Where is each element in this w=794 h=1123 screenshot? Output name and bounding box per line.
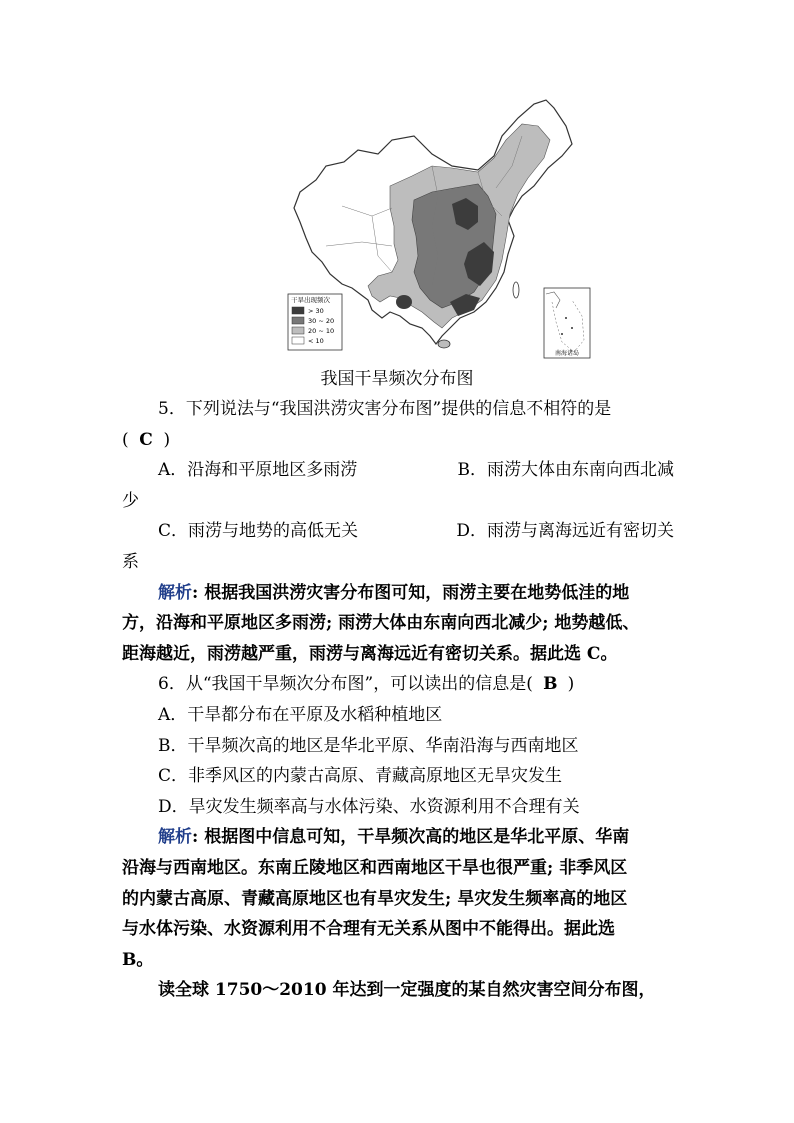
q5-option-d-cont: 系	[122, 551, 139, 572]
south-china-sea-inset	[544, 288, 590, 358]
q6-analysis-line3: 的内蒙古高原、青藏高原地区也有旱灾发生; 旱灾发生频率高的地区	[122, 888, 628, 909]
drought-frequency-map	[282, 96, 594, 362]
map-legend	[288, 294, 342, 350]
q5-stem: 5．下列说法与“我国洪涝灾害分布图”提供的信息不相符的是	[158, 399, 612, 419]
q5-option-c: C．雨涝与地势的高低无关	[158, 521, 359, 542]
q5-option-a: A．沿海和平原地区多雨涝	[158, 460, 358, 481]
q6-stem-text: 6．从“我国干旱频次分布图”，可以读出的信息是(	[158, 674, 533, 695]
legend-label-3: 20 ~ 10	[308, 327, 335, 335]
china-map-illustration	[282, 96, 594, 362]
legend-label-4: < 10	[308, 337, 324, 345]
q5-analysis-text1: : 根据我国洪涝灾害分布图可知，雨涝主要在地势低洼的地	[192, 582, 630, 603]
legend-label-2: 30 ~ 20	[308, 317, 335, 325]
q5-answer-close: )	[163, 429, 171, 450]
q6-stem-close: )	[567, 674, 575, 695]
legend-swatch-3	[292, 327, 304, 334]
q6-option-b: B．干旱频次高的地区是华北平原、华南沿海与西南地区	[158, 735, 579, 756]
q6-analysis-line1	[122, 822, 674, 853]
q6-option-c: C．非季风区的内蒙古高原、青藏高原地区无旱灾发生	[158, 766, 563, 787]
next-question-intro: 读全球 1750～2010 年达到一定强度的某自然灾害空间分布图，	[158, 980, 656, 1001]
q6-analysis-line4: 与水体污染、水资源利用不合理有无关系从图中不能得出。据此选	[122, 919, 615, 940]
question-content	[122, 394, 674, 1006]
q6-option-d: D．旱灾发生频率高与水体污染、水资源利用不合理有关	[158, 796, 580, 817]
q6-option-a: A．干旱都分布在平原及水稻种植地区	[158, 704, 443, 725]
taiwan-island	[513, 282, 519, 298]
q6-analysis-label: 解析	[158, 827, 192, 848]
q5-analysis-line1	[122, 578, 674, 609]
q5-analysis-label: 解析	[158, 582, 192, 603]
hainan-island	[438, 340, 450, 348]
q6-answer: B	[543, 674, 558, 695]
q5-options-cd	[122, 516, 674, 547]
q6-analysis-line5: B。	[122, 949, 154, 970]
inset-label: 南海诸岛	[554, 350, 580, 357]
q5-option-d: D．雨涝与离海远近有密切关	[456, 521, 674, 542]
q5-option-b: B．雨涝大体由东南向西北减	[457, 460, 674, 481]
q6-stem	[122, 669, 674, 700]
legend-title: 干旱出现频次	[291, 296, 330, 304]
region-over-30-southwest	[396, 295, 412, 309]
legend-swatch-4	[292, 337, 304, 344]
q5-analysis-line2: 方，沿海和平原地区多雨涝; 雨涝大体由东南向西北减少; 地势越低、	[122, 613, 640, 634]
legend-swatch-1	[292, 307, 304, 314]
q5-answer: C	[139, 429, 153, 450]
q5-options-ab	[122, 455, 674, 486]
q5-answer-line	[122, 425, 674, 456]
q6-analysis-text1: : 根据图中信息可知，干旱频次高的地区是华北平原、华南	[192, 827, 630, 848]
q5-answer-open: (	[122, 429, 129, 450]
legend-swatch-2	[292, 317, 304, 324]
figure-caption: 我国干旱频次分布图	[320, 369, 474, 389]
q5-analysis-line3: 距海越近，雨涝越严重，雨涝与离海远近有密切关系。据此选 C。	[122, 643, 618, 664]
q5-option-b-cont: 少	[122, 490, 139, 511]
q6-analysis-line2: 沿海与西南地区。东南丘陵地区和西南地区干旱也很严重; 非季风区	[122, 857, 628, 878]
legend-label-1: > 30	[308, 307, 324, 315]
